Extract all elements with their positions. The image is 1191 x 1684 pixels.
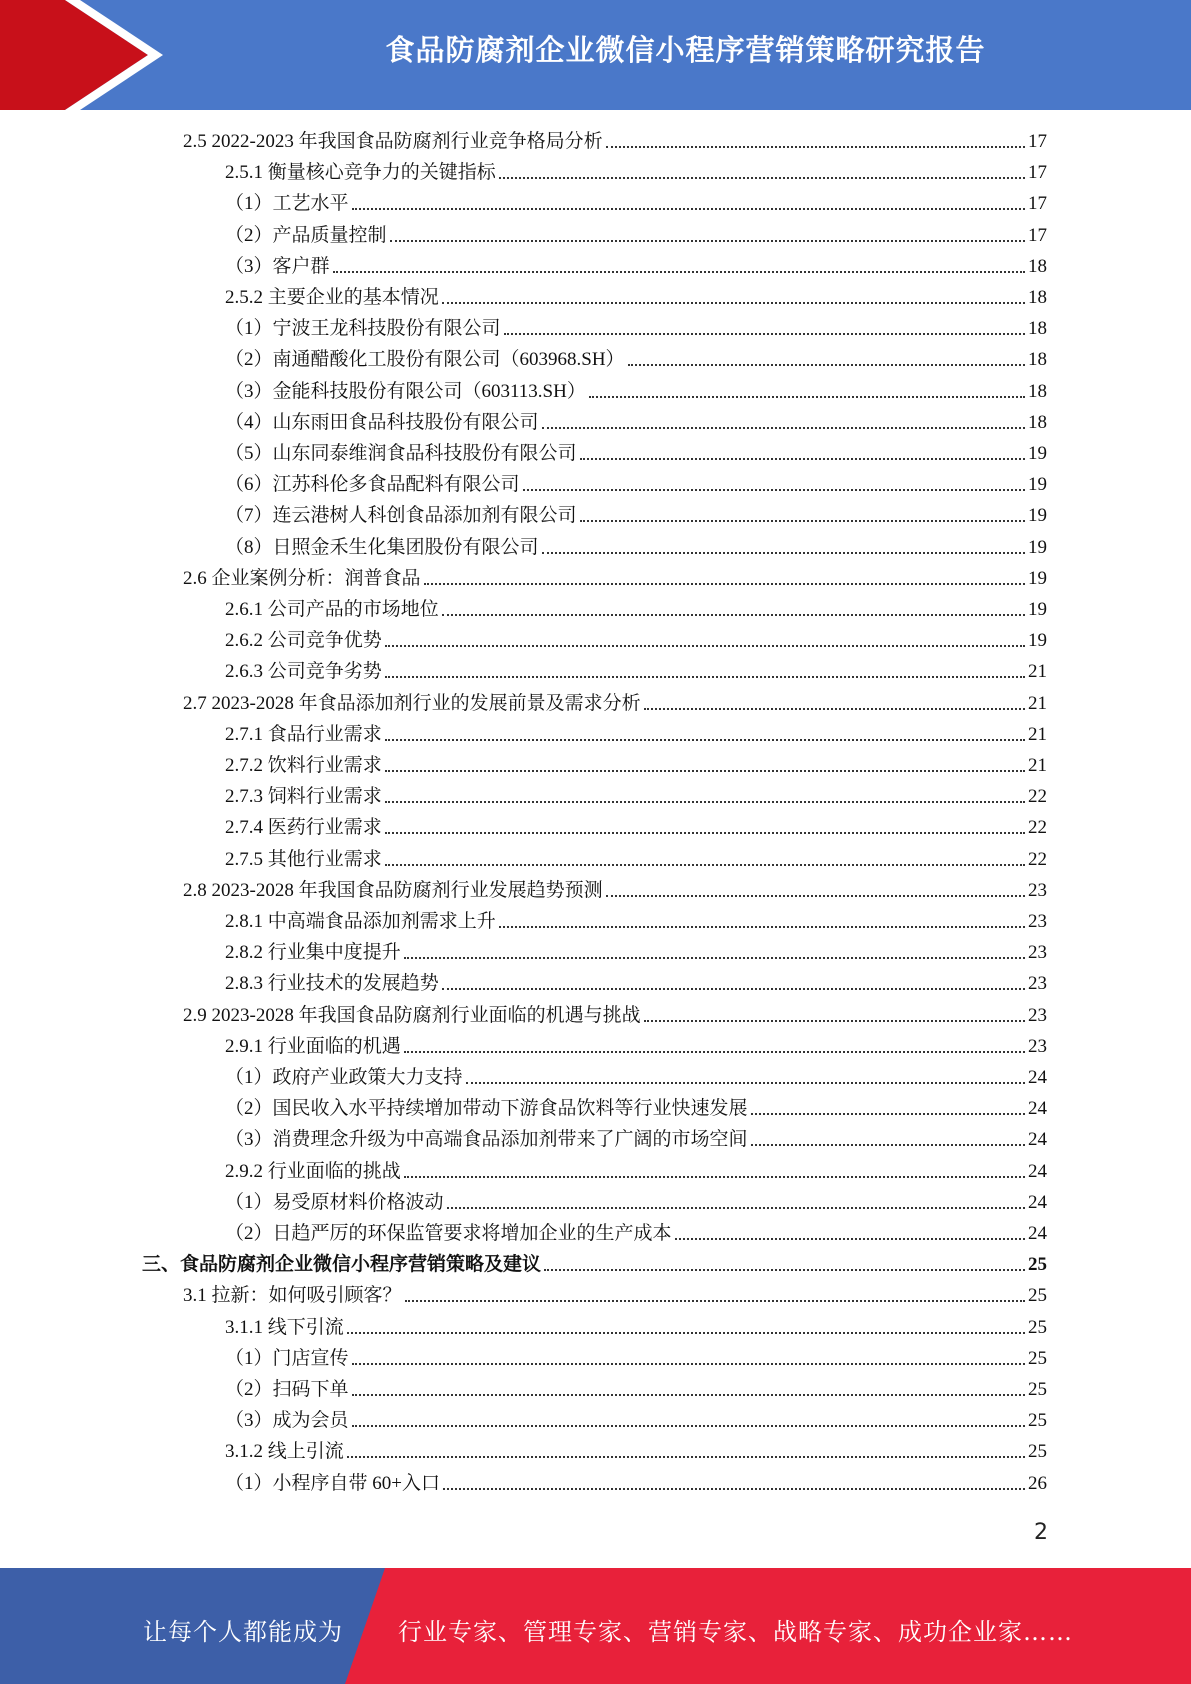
toc-leader-dots	[544, 1269, 1025, 1271]
toc-entry-title: （7）连云港树人科创食品添加剂有限公司	[225, 505, 577, 527]
toc-entry[interactable]	[183, 564, 1047, 592]
toc-leader-dots	[385, 770, 1025, 772]
toc-entry[interactable]	[225, 907, 1047, 935]
toc-leader-dots	[580, 520, 1025, 522]
toc-entry-page: 19	[1028, 630, 1047, 652]
toc-leader-dots	[385, 801, 1025, 803]
toc-entry[interactable]	[183, 689, 1047, 717]
toc-entry-title: （6）江苏科伦多食品配料有限公司	[225, 474, 520, 496]
page-footer	[0, 1568, 1191, 1684]
toc-entry-title: （1）工艺水平	[225, 193, 349, 215]
toc-entry-title: （2）产品质量控制	[225, 224, 387, 246]
toc-entry-page: 18	[1028, 380, 1047, 402]
toc-entry-title: 三、食品防腐剂企业微信小程序营销策略及建议	[142, 1254, 542, 1276]
toc-leader-dots	[628, 364, 1025, 366]
toc-leader-dots	[523, 489, 1025, 491]
toc-entry-title: （3）客户群	[225, 255, 330, 277]
toc-entry-page: 23	[1028, 879, 1047, 901]
toc-entry[interactable]	[183, 1001, 1047, 1029]
toc-entry-page: 18	[1028, 411, 1047, 433]
toc-entry-title: 2.9.2 行业面临的挑战	[225, 1160, 401, 1182]
toc-entry-page: 21	[1028, 755, 1047, 776]
toc-entry-title: （2）国民收入水平持续增加带动下游食品饮料等行业快速发展	[225, 1098, 748, 1120]
toc-entry-page: 24	[1028, 1191, 1047, 1213]
toc-entry[interactable]	[225, 189, 1047, 217]
toc-entry[interactable]	[225, 938, 1047, 966]
toc-entry-page: 22	[1028, 848, 1047, 870]
toc-entry[interactable]	[225, 408, 1047, 436]
toc-entry-page: 24	[1028, 1067, 1047, 1088]
toc-entry[interactable]	[225, 626, 1047, 654]
toc-leader-dots	[352, 208, 1025, 210]
toc-entry-page: 19	[1028, 505, 1047, 527]
toc-leader-dots	[390, 240, 1025, 242]
toc-leader-dots	[404, 957, 1025, 959]
toc-entry-page: 23	[1028, 942, 1047, 964]
toc-leader-dots	[385, 645, 1025, 647]
toc-entry[interactable]	[225, 221, 1047, 249]
toc-entry[interactable]	[225, 283, 1047, 311]
toc-entry-page: 25	[1028, 1285, 1047, 1307]
toc-entry[interactable]	[225, 1469, 1047, 1497]
toc-entry-title: （1）小程序自带 60+入口	[225, 1472, 440, 1494]
toc-entry[interactable]	[225, 1125, 1047, 1153]
toc-entry-page: 21	[1028, 661, 1047, 683]
toc-entry-title: 2.6 企业案例分析：润普食品	[183, 567, 421, 589]
toc-entry[interactable]	[142, 1250, 1047, 1278]
footer-slogan-left: 让每个人都能成为	[143, 1618, 343, 1646]
toc-leader-dots	[499, 177, 1025, 179]
toc-entry-title: （4）山东雨田食品科技股份有限公司	[225, 411, 539, 433]
toc-leader-dots	[352, 1394, 1025, 1396]
toc-entry-title: （1）政府产业政策大力支持	[225, 1067, 463, 1088]
toc-leader-dots	[352, 1425, 1025, 1427]
toc-leader-dots	[466, 1082, 1025, 1084]
toc-entry-page: 23	[1028, 973, 1047, 995]
toc-entry-title: 2.7.2 饮料行业需求	[225, 755, 382, 776]
toc-entry-page: 18	[1028, 349, 1047, 371]
toc-entry[interactable]	[183, 1281, 1047, 1309]
toc-entry-page: 26	[1028, 1472, 1047, 1494]
toc-entry[interactable]	[225, 1063, 1047, 1091]
toc-leader-dots	[589, 396, 1025, 398]
toc-leader-dots	[385, 832, 1025, 834]
toc-entry-title: 2.7.4 医药行业需求	[225, 817, 382, 839]
toc-entry-page: 25	[1028, 1347, 1047, 1369]
toc-entry-page: 25	[1028, 1410, 1047, 1432]
toc-leader-dots	[405, 1300, 1025, 1302]
toc-entry-title: （2）日趋严厉的环保监管要求将增加企业的生产成本	[225, 1223, 672, 1244]
toc-entry-title: 2.5.1 衡量核心竞争力的关键指标	[225, 162, 496, 184]
toc-entry-page: 22	[1028, 817, 1047, 839]
toc-entry-page: 24	[1028, 1129, 1047, 1151]
toc-entry[interactable]	[225, 845, 1047, 873]
toc-entry-page: 18	[1028, 255, 1047, 277]
toc-entry-title: （1）门店宣传	[225, 1347, 349, 1369]
toc-entry-title: 3.1 拉新：如何吸引顾客？	[183, 1285, 402, 1307]
toc-leader-dots	[751, 1144, 1025, 1146]
toc-leader-dots	[606, 895, 1025, 897]
toc-entry-page: 24	[1028, 1098, 1047, 1120]
toc-entry-page: 17	[1028, 193, 1047, 215]
toc-entry-title: 2.7.3 饲料行业需求	[225, 786, 382, 808]
toc-leader-dots	[347, 1456, 1025, 1458]
toc-leader-dots	[675, 1238, 1025, 1240]
page-header	[0, 0, 1191, 110]
toc-leader-dots	[606, 146, 1025, 148]
toc-entry[interactable]	[225, 314, 1047, 342]
toc-entry[interactable]	[225, 345, 1047, 373]
toc-leader-dots	[442, 988, 1025, 990]
toc-entry-title: 2.5 2022-2023 年我国食品防腐剂行业竞争格局分析	[183, 131, 603, 152]
toc-entry-title: 2.7 2023-2028 年食品添加剂行业的发展前景及需求分析	[183, 692, 641, 714]
toc-entry-page: 24	[1028, 1160, 1047, 1182]
toc-leader-dots	[385, 864, 1025, 866]
toc-leader-dots	[443, 1488, 1025, 1490]
toc-leader-dots	[644, 1020, 1025, 1022]
toc-leader-dots	[347, 1332, 1025, 1334]
toc-entry[interactable]	[225, 1219, 1047, 1247]
toc-leader-dots	[404, 1051, 1025, 1053]
toc-leader-dots	[447, 1207, 1025, 1209]
toc-entry[interactable]	[225, 782, 1047, 810]
toc-entry-page: 25	[1028, 1379, 1047, 1400]
toc-entry-title: （3）金能科技股份有限公司（603113.SH）	[225, 380, 586, 402]
toc-entry[interactable]	[225, 1344, 1047, 1372]
toc-entry-title: 3.1.2 线上引流	[225, 1441, 344, 1463]
toc-leader-dots	[442, 302, 1025, 304]
toc-entry-page: 19	[1028, 474, 1047, 496]
toc-leader-dots	[751, 1113, 1025, 1115]
toc-leader-dots	[580, 458, 1025, 460]
toc-entry-page: 17	[1028, 131, 1047, 152]
toc-entry-title: 2.8.2 行业集中度提升	[225, 942, 401, 964]
toc-entry-title: 2.8.1 中高端食品添加剂需求上升	[225, 911, 496, 932]
toc-leader-dots	[352, 1363, 1025, 1365]
toc-entry-page: 17	[1028, 224, 1047, 246]
toc-entry-title: 2.7.5 其他行业需求	[225, 848, 382, 870]
toc-entry[interactable]	[225, 533, 1047, 561]
toc-entry-title: （2）扫码下单	[225, 1379, 349, 1400]
toc-entry-title: （5）山东同泰维润食品科技股份有限公司	[225, 443, 577, 464]
toc-entry-title: （1）易受原材料价格波动	[225, 1191, 444, 1213]
toc-leader-dots	[644, 708, 1025, 710]
toc-entry[interactable]	[225, 657, 1047, 685]
toc-entry[interactable]	[225, 470, 1047, 498]
toc-entry-title: 2.9 2023-2028 年我国食品防腐剂行业面临的机遇与挑战	[183, 1004, 641, 1026]
toc-entry[interactable]	[183, 876, 1047, 904]
toc-leader-dots	[385, 676, 1025, 678]
toc-entry[interactable]	[225, 1157, 1047, 1185]
toc-entry-title: （3）成为会员	[225, 1410, 349, 1432]
toc-entry-page: 24	[1028, 1223, 1047, 1244]
toc-entry-page: 19	[1028, 536, 1047, 558]
toc-leader-dots	[542, 552, 1025, 554]
toc-entry-page: 22	[1028, 786, 1047, 808]
toc-leader-dots	[504, 333, 1025, 335]
toc-entry-page: 25	[1028, 1441, 1047, 1463]
toc-entry[interactable]	[225, 501, 1047, 529]
toc-entry-page: 23	[1028, 1035, 1047, 1057]
toc-entry-title: 3.1.1 线下引流	[225, 1316, 344, 1338]
toc-entry-page: 23	[1028, 911, 1047, 932]
toc-entry[interactable]	[225, 720, 1047, 748]
toc-entry[interactable]	[225, 1437, 1047, 1465]
toc-entry-title: 2.6.2 公司竞争优势	[225, 630, 382, 652]
toc-entry-title: （3）消费理念升级为中高端食品添加剂带来了广阔的市场空间	[225, 1129, 748, 1151]
toc-entry-title: 2.7.1 食品行业需求	[225, 723, 382, 745]
toc-leader-dots	[385, 739, 1025, 741]
toc-entry[interactable]	[225, 969, 1047, 997]
toc-entry-page: 18	[1028, 287, 1047, 308]
toc-entry-page: 19	[1028, 599, 1047, 620]
toc-entry-title: 2.5.2 主要企业的基本情况	[225, 287, 439, 308]
toc-entry-page: 19	[1028, 567, 1047, 589]
toc-entry[interactable]	[225, 1406, 1047, 1434]
toc-entry[interactable]	[225, 377, 1047, 405]
toc-leader-dots	[424, 583, 1025, 585]
page-number: 2	[1034, 1520, 1048, 1545]
toc-entry-page: 25	[1028, 1316, 1047, 1338]
toc-entry[interactable]	[183, 127, 1047, 155]
toc-entry-title: 2.8 2023-2028 年我国食品防腐剂行业发展趋势预测	[183, 879, 603, 901]
toc-entry[interactable]	[225, 1313, 1047, 1341]
toc-entry[interactable]	[225, 1188, 1047, 1216]
toc-entry-title: 2.6.3 公司竞争劣势	[225, 661, 382, 683]
toc-entry-title: 2.6.1 公司产品的市场地位	[225, 599, 439, 620]
toc-leader-dots	[442, 614, 1025, 616]
toc-entry[interactable]	[225, 439, 1047, 467]
toc-leader-dots	[404, 1176, 1025, 1178]
toc-entry-title: （2）南通醋酸化工股份有限公司（603968.SH）	[225, 349, 625, 371]
toc-entry[interactable]	[225, 1375, 1047, 1403]
toc-entry[interactable]	[225, 595, 1047, 623]
toc-leader-dots	[499, 926, 1025, 928]
toc-entry-page: 19	[1028, 443, 1047, 464]
toc-leader-dots	[333, 271, 1025, 273]
toc-entry-title: （1）宁波王龙科技股份有限公司	[225, 318, 501, 340]
toc-entry-title: （8）日照金禾生化集团股份有限公司	[225, 536, 539, 558]
toc-entry[interactable]	[225, 813, 1047, 841]
toc-entry-title: 2.8.3 行业技术的发展趋势	[225, 973, 439, 995]
toc-leader-dots	[542, 427, 1025, 429]
toc-entry-page: 18	[1028, 318, 1047, 340]
report-title: 食品防腐剂企业微信小程序营销策略研究报告	[385, 33, 986, 67]
toc-entry[interactable]	[225, 1032, 1047, 1060]
toc-entry[interactable]	[225, 158, 1047, 186]
toc-entry-page: 25	[1028, 1254, 1047, 1276]
footer-slogan-right: 行业专家、管理专家、营销专家、战略专家、成功企业家……	[398, 1618, 1073, 1646]
toc-entry-page: 17	[1028, 162, 1047, 184]
toc-entry-title: 2.9.1 行业面临的机遇	[225, 1035, 401, 1057]
toc-entry-page: 21	[1028, 723, 1047, 745]
toc-entry-page: 23	[1028, 1004, 1047, 1026]
toc-entry[interactable]	[225, 1094, 1047, 1122]
toc-entry[interactable]	[225, 252, 1047, 280]
toc-entry-page: 21	[1028, 692, 1047, 714]
toc-entry[interactable]	[225, 751, 1047, 779]
